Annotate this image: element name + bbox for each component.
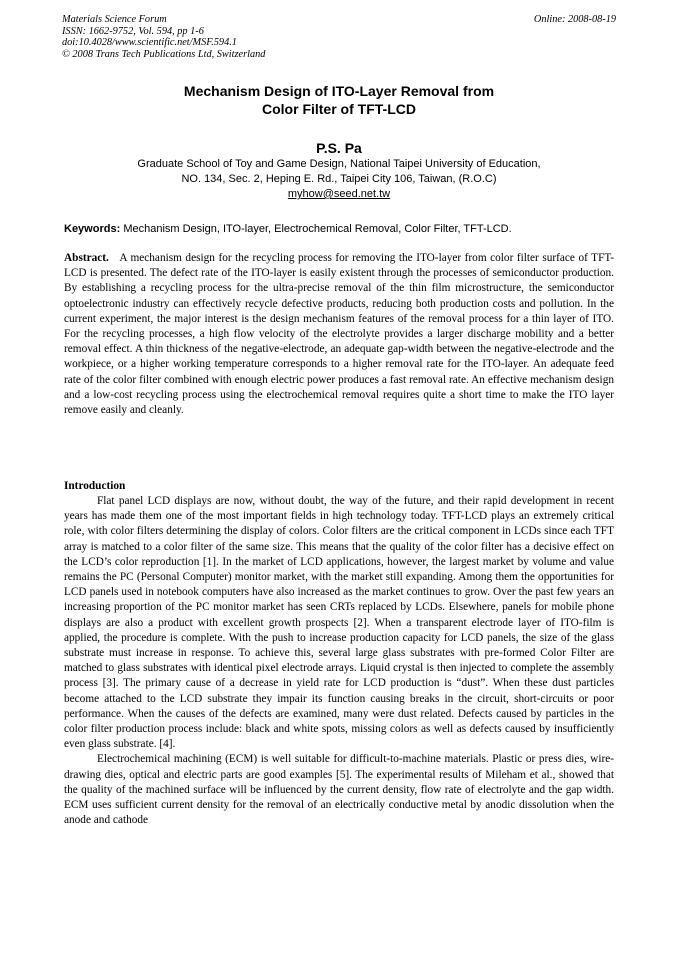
title-line-1: Mechanism Design of ITO-Layer Removal from <box>183 83 495 99</box>
paper-title <box>62 82 616 118</box>
doi-line: doi:10.4028/www.scientific.net/MSF.594.1 <box>62 37 237 49</box>
introduction-heading: Introduction <box>64 480 126 492</box>
affiliation-line-1: Graduate School of Toy and Game Design, National Taipei University of Education, <box>137 158 541 170</box>
copyright-line: © 2008 Trans Tech Publications Ltd, Switzerland <box>62 48 266 60</box>
journal-header <box>62 14 616 60</box>
author-email-link[interactable]: myhow@seed.net.tw <box>287 188 391 200</box>
affiliation-line-2: NO. 134, Sec. 2, Heping E. Rd., Taipei City 106, Taiwan, (R.O.C) <box>181 173 497 185</box>
abstract-label: Abstract. <box>64 252 109 264</box>
title-line-2: Color Filter of TFT-LCD <box>262 101 416 117</box>
introduction-body <box>64 494 614 828</box>
introduction-paragraph-1: Flat panel LCD displays are now, without doubt, the way of the future, and their rapid development in recent years has made them one of the most important fields in high technology today. TFT-LCD plays an extremely critical role, with color filters determining the display of colors. Color filters are the critical component in LCDs since each TFT array is matched to a color filter of the same size. This means that the quality of the color filter has a decisive effect on the LCD’s color reproduction [1]. In the market of LCD applications, however, the largest market by volume and value remains the PC (Personal Computer) monitor market, with the market still expanding. Among them the opportunities for LCD panels used in notebook computers have also increased as the market continues to grow. Over the past few years an increasing proportion of the PC monitor market has seen CRTs replaced by LCDs. Elsewhere, panels for mobile phone displays are also a product with excellent growth prospects [2]. When a transparent electrode layer of ITO-film is applied, the procedure is complete. With the push to increase production capacity for LCD panels, the size of the glass substrate must increase in response. To achieve this, several large glass substrates with pre-formed Color Filter are matched to glass substrates with identical pixel electrode arrays. Liquid crystal is then injected to complete the assembly process [3]. The primary cause of a decrease in yield rate for LCD production is “dust”. When these dust particles become attached to the LCD substrate they impair its function causing breaks in the circuit, short-circuits or poor performance. When the causes of the defects are examined, many were dust related. Defects caused by particles in the color filter production process include: black and white spots, missing colors as well as defects caused by insufficiently even glass substrate. [4]. <box>64 495 614 751</box>
online-date: Online: 2008-08-19 <box>533 14 616 25</box>
keywords <box>64 222 618 237</box>
abstract <box>64 251 614 418</box>
journal-name: Materials Science Forum <box>62 14 167 25</box>
author-name: P.S. Pa <box>316 140 362 156</box>
introduction-paragraph-2: Electrochemical machining (ECM) is well suitable for difficult-to-machine materials. Plastic or press dies, wire-drawing dies, optical and electric parts are good examples [5]. The experimental results of Mileham et al., showed that the quality of the machined surface will be influenced by the current density, flow rate of electrolyte and the gap width. ECM uses sufficient current density for the removal of an electrically conductive metal by anodic dissolution when the anode and cathode <box>64 753 614 827</box>
keywords-text: Mechanism Design, ITO-layer, Electrochemical Removal, Color Filter, TFT-LCD. <box>123 223 512 235</box>
author-affiliation <box>62 157 616 202</box>
issn-line: ISSN: 1662-9752, Vol. 594, pp 1-6 <box>62 25 204 37</box>
keywords-label: Keywords: <box>64 223 121 235</box>
abstract-text: A mechanism design for the recycling process for removing the ITO-layer from color filter surface of TFT-LCD is presented. The defect rate of the ITO-layer is easily existent through the processes of semiconductor production. By establishing a recycling process for the ultra-precise removal of the thin film microstructure, the semiconductor optoelectronic industry can effectively recycle defective products, reducing both production costs and pollution. In the current experiment, the major interest is the design mechanism features of the removal process for a thin layer of ITO. For the recycling processes, a high flow velocity of the electrolyte provides a larger discharge mobility and a better removal effect. A thin thickness of the negative-electrode, an adequate gap-width between the negative-electrode and the workpiece, or a higher working temperature corresponds to a higher removal rate for the ITO-layer. An adequate feed rate of the color filter combined with enough electric power produces a fast removal rate. An effective mechanism design and a low-cost recycling process using the electrochemical removal requires quite a short time to make the ITO layer remove easily and cleanly. <box>64 252 614 417</box>
